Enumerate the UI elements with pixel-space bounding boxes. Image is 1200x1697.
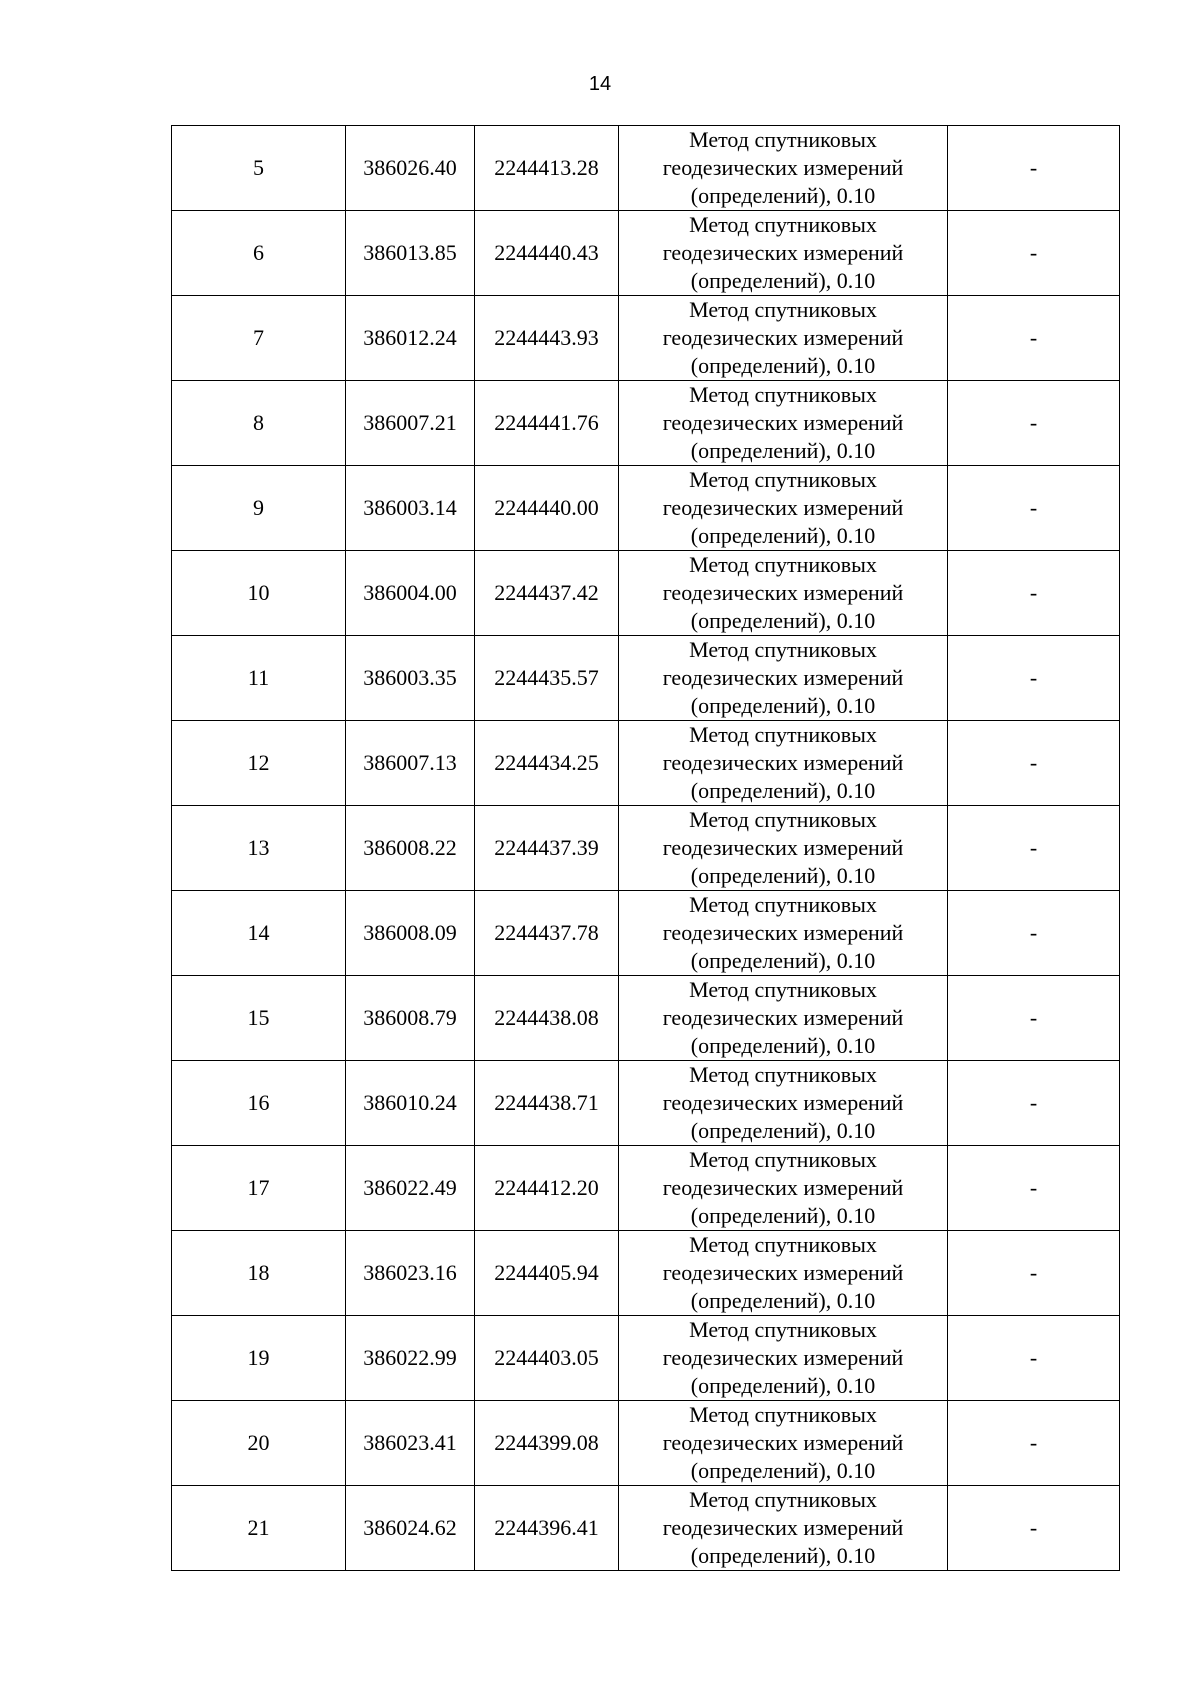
method-text-line: геодезических измерений — [662, 1175, 904, 1200]
x-coordinate-cell: 386008.79 — [346, 976, 475, 1061]
point-number-cell: 16 — [172, 1061, 346, 1146]
x-coordinate-cell: 386008.22 — [346, 806, 475, 891]
method-cell — [619, 976, 948, 1061]
method-cell — [619, 466, 948, 551]
x-coordinate-cell: 386024.62 — [346, 1486, 475, 1571]
note-cell: - — [948, 1486, 1120, 1571]
note-cell: - — [948, 1146, 1120, 1231]
y-coordinate-cell: 2244437.39 — [475, 806, 619, 891]
x-coordinate-cell: 386003.14 — [346, 466, 475, 551]
page-number: 14 — [588, 73, 612, 95]
note-cell: - — [948, 126, 1120, 211]
method-text-line: (определений), 0.10 — [690, 1543, 876, 1568]
method-text-line: геодезических измерений — [662, 325, 904, 350]
method-text-line: (определений), 0.10 — [690, 948, 876, 973]
method-text-line: Метод спутниковых — [689, 467, 877, 492]
method-text-line: геодезических измерений — [662, 1515, 904, 1540]
method-text-line: (определений), 0.10 — [690, 1118, 876, 1143]
x-coordinate-cell: 386026.40 — [346, 126, 475, 211]
note-cell: - — [948, 466, 1120, 551]
method-cell — [619, 806, 948, 891]
point-number-cell: 20 — [172, 1401, 346, 1486]
method-cell — [619, 211, 948, 296]
point-number-cell: 14 — [172, 891, 346, 976]
method-cell — [619, 551, 948, 636]
point-number-cell: 11 — [172, 636, 346, 721]
note-cell: - — [948, 551, 1120, 636]
y-coordinate-cell: 2244399.08 — [475, 1401, 619, 1486]
point-number-cell: 19 — [172, 1316, 346, 1401]
method-text-line: Метод спутниковых — [689, 1232, 877, 1257]
y-coordinate-cell: 2244413.28 — [475, 126, 619, 211]
table-row — [172, 1401, 1120, 1486]
table-row — [172, 126, 1120, 211]
method-text-line: Метод спутниковых — [689, 127, 877, 152]
method-text-line: геодезических измерений — [662, 835, 904, 860]
method-text-line: Метод спутниковых — [689, 977, 877, 1002]
y-coordinate-cell: 2244403.05 — [475, 1316, 619, 1401]
method-text-line: геодезических измерений — [662, 1090, 904, 1115]
method-text-line: (определений), 0.10 — [690, 1458, 876, 1483]
method-text-line: (определений), 0.10 — [690, 863, 876, 888]
y-coordinate-cell: 2244437.78 — [475, 891, 619, 976]
method-cell — [619, 381, 948, 466]
table-row — [172, 1316, 1120, 1401]
point-number-cell: 8 — [172, 381, 346, 466]
table-row — [172, 891, 1120, 976]
method-text-line: геодезических измерений — [662, 1005, 904, 1030]
point-number-cell: 10 — [172, 551, 346, 636]
method-text-line: геодезических измерений — [662, 580, 904, 605]
point-number-cell: 9 — [172, 466, 346, 551]
method-text-line: (определений), 0.10 — [690, 523, 876, 548]
method-text-line: (определений), 0.10 — [690, 438, 876, 463]
method-text-line: Метод спутниковых — [689, 1147, 877, 1172]
x-coordinate-cell: 386012.24 — [346, 296, 475, 381]
method-cell — [619, 1486, 948, 1571]
table-row — [172, 551, 1120, 636]
table-row — [172, 806, 1120, 891]
y-coordinate-cell: 2244396.41 — [475, 1486, 619, 1571]
method-text-line: геодезических измерений — [662, 410, 904, 435]
method-text-line: Метод спутниковых — [689, 1317, 877, 1342]
method-text-line: геодезических измерений — [662, 1430, 904, 1455]
method-text-line: (определений), 0.10 — [690, 1373, 876, 1398]
point-number-cell: 6 — [172, 211, 346, 296]
note-cell: - — [948, 806, 1120, 891]
method-cell — [619, 636, 948, 721]
method-cell — [619, 1231, 948, 1316]
method-text-line: Метод спутниковых — [689, 212, 877, 237]
x-coordinate-cell: 386022.99 — [346, 1316, 475, 1401]
method-text-line: Метод спутниковых — [689, 297, 877, 322]
method-text-line: Метод спутниковых — [689, 1402, 877, 1427]
method-text-line: (определений), 0.10 — [690, 693, 876, 718]
table-row — [172, 1486, 1120, 1571]
method-text-line: (определений), 0.10 — [690, 1033, 876, 1058]
method-text-line: (определений), 0.10 — [690, 353, 876, 378]
y-coordinate-cell: 2244435.57 — [475, 636, 619, 721]
method-text-line: Метод спутниковых — [689, 807, 877, 832]
method-cell — [619, 721, 948, 806]
note-cell: - — [948, 1231, 1120, 1316]
method-text-line: Метод спутниковых — [689, 722, 877, 747]
x-coordinate-cell: 386023.41 — [346, 1401, 475, 1486]
y-coordinate-cell: 2244405.94 — [475, 1231, 619, 1316]
y-coordinate-cell: 2244434.25 — [475, 721, 619, 806]
x-coordinate-cell: 386010.24 — [346, 1061, 475, 1146]
note-cell: - — [948, 1316, 1120, 1401]
point-number-cell: 13 — [172, 806, 346, 891]
x-coordinate-cell: 386007.13 — [346, 721, 475, 806]
method-text-line: Метод спутниковых — [689, 1062, 877, 1087]
method-cell — [619, 1401, 948, 1486]
table-row — [172, 721, 1120, 806]
x-coordinate-cell: 386004.00 — [346, 551, 475, 636]
method-text-line: Метод спутниковых — [689, 382, 877, 407]
note-cell: - — [948, 1061, 1120, 1146]
method-text-line: (определений), 0.10 — [690, 268, 876, 293]
coordinates-table — [171, 125, 1120, 1571]
method-text-line: геодезических измерений — [662, 920, 904, 945]
method-text-line: геодезических измерений — [662, 155, 904, 180]
method-text-line: Метод спутниковых — [689, 892, 877, 917]
note-cell: - — [948, 296, 1120, 381]
method-text-line: геодезических измерений — [662, 665, 904, 690]
note-cell: - — [948, 721, 1120, 806]
method-text-line: Метод спутниковых — [689, 637, 877, 662]
y-coordinate-cell: 2244440.43 — [475, 211, 619, 296]
point-number-cell: 15 — [172, 976, 346, 1061]
point-number-cell: 18 — [172, 1231, 346, 1316]
table-row — [172, 976, 1120, 1061]
method-text-line: (определений), 0.10 — [690, 183, 876, 208]
note-cell: - — [948, 891, 1120, 976]
method-text-line: (определений), 0.10 — [690, 1203, 876, 1228]
y-coordinate-cell: 2244438.08 — [475, 976, 619, 1061]
table-row — [172, 1146, 1120, 1231]
method-text-line: Метод спутниковых — [689, 552, 877, 577]
table-row — [172, 381, 1120, 466]
x-coordinate-cell: 386003.35 — [346, 636, 475, 721]
note-cell: - — [948, 976, 1120, 1061]
y-coordinate-cell: 2244443.93 — [475, 296, 619, 381]
method-text-line: геодезических измерений — [662, 750, 904, 775]
y-coordinate-cell: 2244412.20 — [475, 1146, 619, 1231]
point-number-cell: 17 — [172, 1146, 346, 1231]
table-row — [172, 1231, 1120, 1316]
method-text-line: Метод спутниковых — [689, 1487, 877, 1512]
coordinates-table-body — [172, 126, 1120, 1571]
table-row — [172, 296, 1120, 381]
method-text-line: геодезических измерений — [662, 1260, 904, 1285]
x-coordinate-cell: 386007.21 — [346, 381, 475, 466]
table-row — [172, 211, 1120, 296]
x-coordinate-cell: 386008.09 — [346, 891, 475, 976]
method-text-line: геодезических измерений — [662, 495, 904, 520]
note-cell: - — [948, 381, 1120, 466]
note-cell: - — [948, 211, 1120, 296]
note-cell: - — [948, 636, 1120, 721]
method-cell — [619, 1146, 948, 1231]
method-text-line: геодезических измерений — [662, 240, 904, 265]
method-cell — [619, 1316, 948, 1401]
x-coordinate-cell: 386022.49 — [346, 1146, 475, 1231]
method-cell — [619, 891, 948, 976]
method-text-line: (определений), 0.10 — [690, 608, 876, 633]
table-row — [172, 636, 1120, 721]
point-number-cell: 21 — [172, 1486, 346, 1571]
method-cell — [619, 296, 948, 381]
method-cell — [619, 1061, 948, 1146]
point-number-cell: 5 — [172, 126, 346, 211]
method-cell — [619, 126, 948, 211]
point-number-cell: 7 — [172, 296, 346, 381]
table-row — [172, 466, 1120, 551]
y-coordinate-cell: 2244437.42 — [475, 551, 619, 636]
method-text-line: геодезических измерений — [662, 1345, 904, 1370]
x-coordinate-cell: 386023.16 — [346, 1231, 475, 1316]
y-coordinate-cell: 2244440.00 — [475, 466, 619, 551]
y-coordinate-cell: 2244441.76 — [475, 381, 619, 466]
x-coordinate-cell: 386013.85 — [346, 211, 475, 296]
table-row — [172, 1061, 1120, 1146]
method-text-line: (определений), 0.10 — [690, 778, 876, 803]
point-number-cell: 12 — [172, 721, 346, 806]
note-cell: - — [948, 1401, 1120, 1486]
y-coordinate-cell: 2244438.71 — [475, 1061, 619, 1146]
method-text-line: (определений), 0.10 — [690, 1288, 876, 1313]
